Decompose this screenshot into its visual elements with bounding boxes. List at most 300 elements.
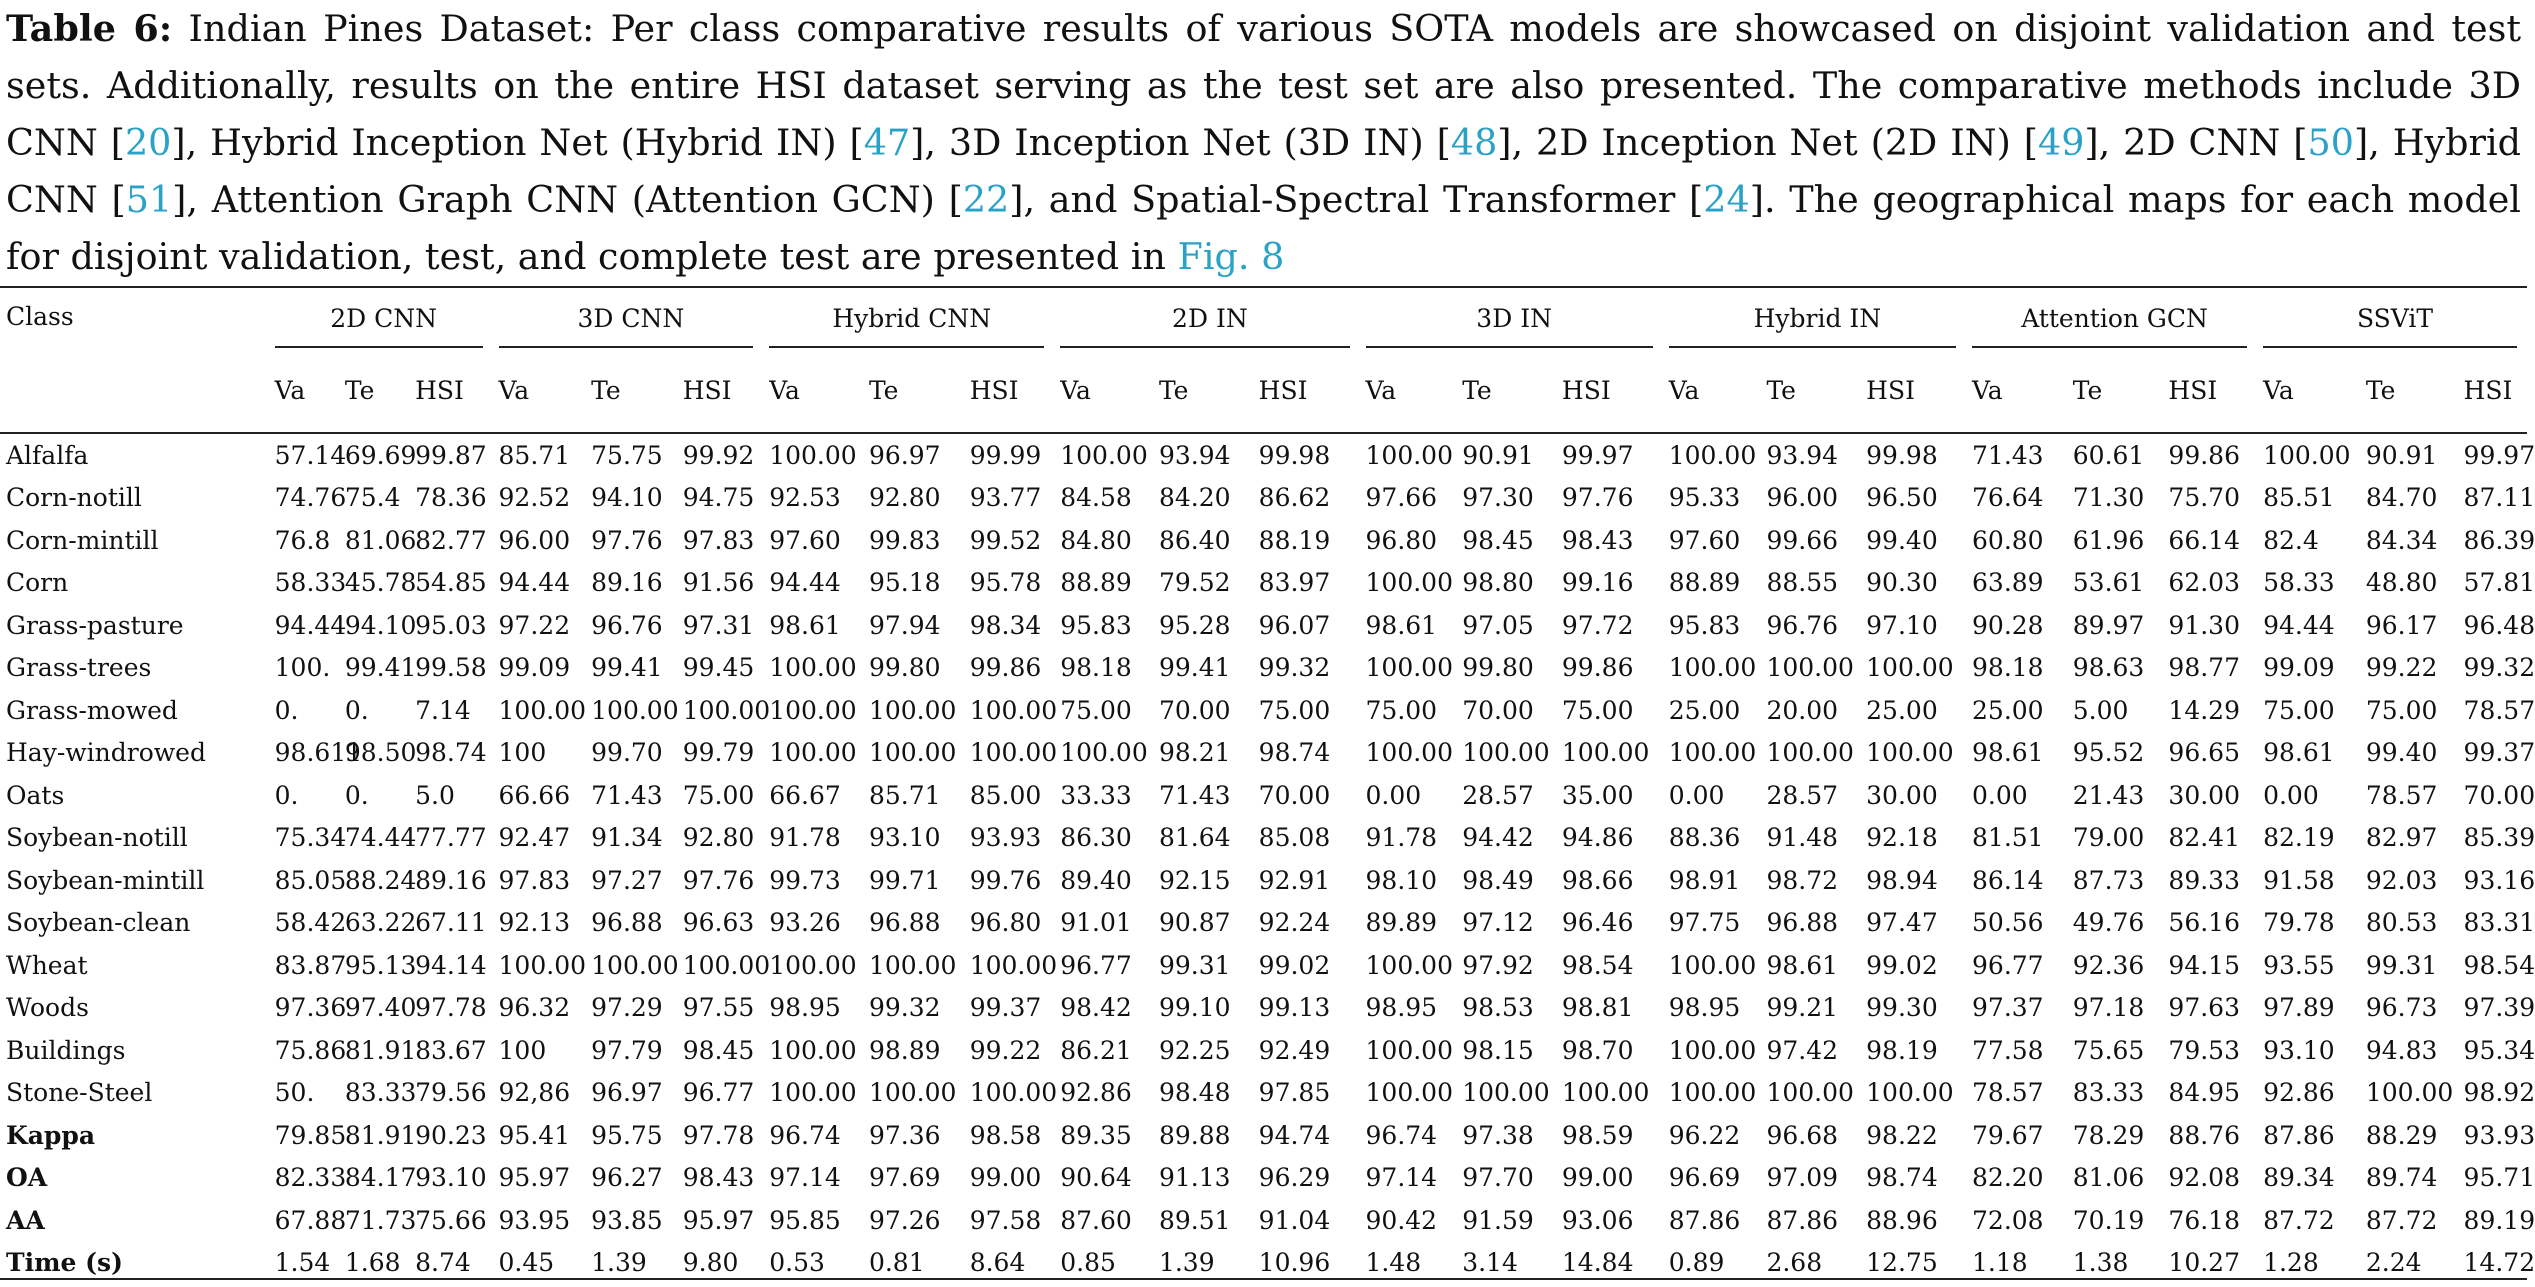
table-cell: 97.83 (498, 865, 571, 895)
table-cell: 98.54 (1561, 950, 1634, 980)
table-cell: 96.80 (969, 908, 1042, 938)
table-cell: 58.33 (2263, 568, 2335, 598)
caption-label: Table 6: (6, 7, 173, 50)
table-cell: 0.85 (1060, 1248, 1116, 1278)
table-cell: 100.00 (769, 653, 857, 683)
subcolumn-header: Te (868, 375, 899, 405)
table-cell: 25.00 (1668, 695, 1741, 725)
table-cell: 88.19 (1258, 525, 1331, 555)
table-cell: 82.20 (1972, 1163, 2044, 1193)
caption-reference-link[interactable]: 49 (2037, 121, 2085, 164)
table-cell: 97.89 (2263, 993, 2335, 1023)
model-header-label: 3D IN (1476, 303, 1552, 333)
table-cell: 98.54 (2463, 950, 2535, 980)
table-cell: 97.22 (498, 610, 571, 640)
table-cell: 95.41 (498, 1120, 571, 1150)
caption-reference-link[interactable]: 48 (1450, 121, 1498, 164)
table-cell: 100.00 (868, 1078, 957, 1108)
table-cell: 75.00 (1258, 695, 1331, 725)
table-cell: 91.34 (591, 823, 663, 853)
table-cell: 97.60 (769, 525, 841, 555)
table-cell: 89.88 (1158, 1120, 1231, 1150)
table-cell: 87.73 (2072, 865, 2145, 895)
table-cell: 85.08 (1258, 823, 1331, 853)
table-cell: 99.45 (682, 653, 755, 683)
table-cell: 100.00 (1561, 1078, 1650, 1108)
subcolumn-header: Va (1060, 375, 1091, 405)
table-cell: 84.20 (1158, 483, 1231, 513)
table-cell: 35.00 (1561, 780, 1634, 810)
table-cell: 100.00 (1766, 738, 1854, 768)
model-header (1663, 287, 1966, 348)
table-cell: 93.85 (591, 1205, 663, 1235)
caption-text: ], 2D Inception Net (2D IN) [ (1497, 121, 2038, 164)
caption-reference-link[interactable]: 51 (125, 178, 173, 221)
table-cell: 88.24 (344, 865, 417, 895)
table-cell: 50.56 (1972, 908, 2044, 938)
table-cell: 99.98 (1253, 433, 1360, 477)
subcolumn-header: HSI (1561, 375, 1611, 405)
table-cell: 100.00 (1766, 1078, 1854, 1108)
table-cell: 99.10 (1158, 993, 1231, 1023)
table-cell: 88.89 (1060, 568, 1132, 598)
table-cell: 96.77 (1060, 950, 1132, 980)
table-cell: 78.57 (2365, 780, 2438, 810)
table-cell: 45.78 (344, 568, 417, 598)
table-cell: 99.21 (1766, 993, 1839, 1023)
class-row (0, 562, 2527, 605)
table-cell: 96.74 (1365, 1120, 1438, 1150)
row-label: Kappa (6, 1120, 96, 1150)
row-label: Grass-pasture (6, 610, 184, 640)
table-cell: 98.95 (769, 993, 841, 1023)
table-cell: 89.97 (2072, 610, 2145, 640)
table-cell: 81.91 (344, 1120, 417, 1150)
table-cell: 97.55 (682, 993, 755, 1023)
table-cell: 95.97 (498, 1163, 571, 1193)
table-cell: 57.14 (269, 433, 339, 477)
caption-body (6, 7, 2521, 278)
table-cell: 100.00 (1668, 653, 1757, 683)
table-cell: 100.00 (769, 695, 857, 725)
table-cell: 95.03 (415, 610, 487, 640)
subcolumn-header: Te (2072, 375, 2103, 405)
model-header-label: 2D CNN (330, 303, 437, 333)
table-cell: 95.78 (969, 568, 1042, 598)
table-cell: 75.66 (415, 1205, 487, 1235)
table-cell: 96.69 (1668, 1163, 1741, 1193)
table-cell: 83.33 (344, 1078, 417, 1108)
model-header-rule (275, 346, 483, 348)
table-cell: 1.48 (1365, 1248, 1422, 1278)
table-cell: 100.00 (1054, 433, 1153, 477)
table-cell: 99.31 (1158, 950, 1231, 980)
table-cell: 100.00 (769, 1078, 857, 1108)
table-cell: 96.00 (498, 525, 571, 555)
table-cell: 94.44 (274, 610, 347, 640)
table-cell: 74.76 (274, 483, 347, 513)
caption-reference-link[interactable]: 50 (2307, 121, 2354, 164)
caption-reference-link[interactable]: 20 (124, 121, 172, 164)
table-cell: 97.39 (2463, 993, 2535, 1023)
table-cell: 97.36 (274, 993, 347, 1023)
caption-reference-link[interactable]: Fig. 8 (1177, 235, 1285, 278)
model-header (269, 287, 493, 348)
table-cell: 95.71 (2463, 1163, 2535, 1193)
table-cell: 83.67 (415, 1035, 487, 1065)
table-cell: 60.61 (2067, 433, 2163, 477)
table-cell: 100.00 (1766, 653, 1854, 683)
row-label: Corn (6, 568, 69, 598)
table-cell: 79.53 (2168, 1035, 2240, 1065)
table-cell: 98.70 (1561, 1035, 1634, 1065)
table-cell: 94.44 (498, 568, 571, 598)
table-cell: 97.85 (1258, 1078, 1331, 1108)
subcolumn-header: Va (769, 375, 800, 405)
table-cell: 86.14 (1972, 865, 2044, 895)
table-cell: 92.03 (2365, 865, 2438, 895)
table-cell: 0.45 (498, 1248, 555, 1278)
table-cell: 94.44 (2263, 610, 2335, 640)
table-cell: 89.51 (1158, 1205, 1231, 1235)
table-cell: 98.42 (1060, 993, 1132, 1023)
table-cell: 95.13 (344, 950, 417, 980)
table-cell: 97.76 (682, 865, 755, 895)
table-cell: 87.60 (1060, 1205, 1132, 1235)
table-cell: 63.22 (344, 908, 417, 938)
table-cell: 14.84 (1561, 1248, 1634, 1278)
table-cell: 89.16 (591, 568, 663, 598)
table-cell: 78.36 (415, 483, 487, 513)
table-cell: 91.56 (682, 568, 755, 598)
row-label: Woods (6, 993, 89, 1023)
table-cell: 98.91 (1668, 865, 1741, 895)
row-label: Oats (6, 780, 65, 810)
table-cell: 86.30 (1060, 823, 1132, 853)
table-cell: 21.43 (2072, 780, 2145, 810)
table-cell: 96.63 (682, 908, 755, 938)
table-cell: 8.74 (415, 1248, 471, 1278)
table-cell: 99.73 (769, 865, 841, 895)
caption-reference-link[interactable]: 22 (962, 178, 1010, 221)
table-cell: 97.92 (1462, 950, 1534, 980)
class-row (0, 774, 2527, 817)
row-label: Grass-trees (6, 653, 152, 683)
table-cell: 81.64 (1158, 823, 1231, 853)
table-cell: 99.41 (1158, 653, 1231, 683)
table-cell: 10.96 (1258, 1248, 1331, 1278)
table-cell: 88.89 (1668, 568, 1741, 598)
table-cell: 83.87 (274, 950, 347, 980)
table-cell: 93.10 (415, 1163, 487, 1193)
table-cell: 1.18 (1972, 1248, 2028, 1278)
table-cell: 95.33 (1668, 483, 1741, 513)
table-cell: 97.69 (868, 1163, 941, 1193)
caption-text: ], 3D Inception Net (3D IN) [ (910, 121, 1451, 164)
table-cell: 14.72 (2463, 1248, 2535, 1278)
table-cell: 75.4 (344, 483, 401, 513)
table-cell: 100.00 (1866, 1078, 1954, 1108)
table-cell: 93.94 (1153, 433, 1253, 477)
table-cell: 99.86 (2162, 433, 2257, 477)
table-cell: 5.0 (415, 780, 455, 810)
class-header: Class (0, 287, 269, 433)
table-cell: 79.78 (2263, 908, 2335, 938)
table-cell: 98.89 (868, 1035, 941, 1065)
table-cell: 93.10 (868, 823, 941, 853)
model-header-rule (1060, 346, 1349, 348)
table-cell: 99.99 (964, 433, 1055, 477)
table-cell: 92.36 (2072, 950, 2145, 980)
table-cell: 30.00 (2168, 780, 2240, 810)
table-cell: 96.76 (1766, 610, 1839, 640)
table-cell: 1.28 (2263, 1248, 2319, 1278)
table-cell: 99.66 (1766, 525, 1839, 555)
table-cell: 66.67 (769, 780, 841, 810)
table-cell: 91.01 (1060, 908, 1132, 938)
row-label: OA (6, 1163, 48, 1193)
table-cell: 94.15 (2168, 950, 2240, 980)
row-label: Soybean-notill (6, 823, 188, 853)
table-cell: 99.16 (1561, 568, 1634, 598)
row-label: Buildings (6, 1035, 126, 1065)
table-cell: 99.98 (1860, 433, 1966, 477)
table-cell: 89.19 (2463, 1205, 2535, 1235)
table-cell: 93.06 (1561, 1205, 1634, 1235)
table-cell: 98.95 (1668, 993, 1741, 1023)
table-cell: 88.55 (1766, 568, 1839, 598)
table-cell: 56.16 (2168, 908, 2240, 938)
table-cell: 1.68 (344, 1248, 401, 1278)
row-label: AA (6, 1205, 45, 1235)
subcolumn-header: Te (344, 375, 375, 405)
class-row (0, 477, 2527, 520)
table-cell: 97.30 (1462, 483, 1534, 513)
table-cell: 75.00 (1561, 695, 1634, 725)
row-label: Wheat (6, 950, 88, 980)
table-cell: 86.39 (2463, 525, 2535, 555)
caption-text: ], Attention Graph CNN (Attention GCN) [ (172, 178, 963, 221)
table-cell: 76.8 (274, 525, 331, 555)
table-cell: 97.72 (1561, 610, 1634, 640)
table-cell: 100.00 (498, 950, 587, 980)
table-cell: 99.32 (1258, 653, 1331, 683)
model-header-label: 2D IN (1172, 303, 1248, 333)
row-label: Hay-windrowed (6, 738, 206, 768)
table-cell: 71.30 (2072, 483, 2145, 513)
table-cell: 2.24 (2365, 1248, 2422, 1278)
table-cell: 92.15 (1158, 865, 1231, 895)
table-cell: 75.86 (274, 1035, 347, 1065)
caption-text: ]. The geographical maps for each model for disjoint validation, test, and complete test are presented in (6, 178, 2521, 278)
table-cell: 98.45 (682, 1035, 755, 1065)
table-cell: 98.43 (682, 1163, 755, 1193)
table-cell: 97.14 (769, 1163, 841, 1193)
table-cell: 100.00 (1365, 1078, 1453, 1108)
metric-row (0, 1199, 2527, 1242)
bottom-rule (0, 1278, 2527, 1280)
table-cell: 62.03 (2168, 568, 2240, 598)
table-cell: 33.33 (1060, 780, 1132, 810)
table-cell: 99.02 (1866, 950, 1938, 980)
table-cell: 83.33 (2072, 1078, 2145, 1108)
table-cell: 97.83 (682, 525, 755, 555)
table-cell: 71.43 (1158, 780, 1231, 810)
table-cell: 96.76 (591, 610, 663, 640)
caption-text: ], Hybrid CNN [ (6, 121, 2521, 221)
table-cell: 69.69 (339, 433, 409, 477)
table-cell: 97.38 (1462, 1120, 1534, 1150)
table-cell: 98.94 (1866, 865, 1938, 895)
table-cell: 83.31 (2463, 908, 2535, 938)
table-cell: 81.91 (344, 1035, 417, 1065)
table-cell: 97.14 (1365, 1163, 1438, 1193)
class-row (0, 859, 2527, 902)
class-row (0, 902, 2527, 945)
table-cell: 95.75 (591, 1120, 663, 1150)
table-cell: 100.00 (1462, 738, 1550, 768)
caption-text: ], 2D CNN [ (2084, 121, 2308, 164)
table-cell: 92.52 (498, 483, 571, 513)
table-cell: 82.4 (2263, 525, 2319, 555)
table-cell: 100.00 (1668, 1035, 1757, 1065)
table-cell: 100.00 (969, 695, 1058, 725)
table-cell: 99.09 (2263, 653, 2335, 683)
table-cell: 100.00 (868, 950, 957, 980)
model-header (1360, 287, 1663, 348)
table-cell: 96.88 (868, 908, 941, 938)
table-cell: 100 (498, 738, 547, 768)
table-cell: 97.26 (868, 1205, 941, 1235)
table-cell: 95.28 (1158, 610, 1231, 640)
table-cell: 100.00 (1866, 653, 1954, 683)
model-header (1966, 287, 2257, 348)
class-row (0, 647, 2527, 690)
table-cell: 99.32 (2463, 653, 2535, 683)
table-cell: 98.50 (344, 738, 417, 768)
table-cell: 98.18 (1972, 653, 2044, 683)
subcolumn-header: HSI (682, 375, 732, 405)
model-header-row (0, 287, 2527, 348)
table-cell: 96.50 (1866, 483, 1938, 513)
table-cell: 100.00 (591, 950, 679, 980)
table-cell: 98.72 (1766, 865, 1839, 895)
table-cell: 57.81 (2463, 568, 2535, 598)
table-cell: 98.61 (1972, 738, 2044, 768)
table-cell: 87.86 (1668, 1205, 1741, 1235)
table-cell: 5.00 (2072, 695, 2129, 725)
table-cell: 88.29 (2365, 1120, 2438, 1150)
class-row (0, 1029, 2527, 1072)
table-cell: 28.57 (1766, 780, 1839, 810)
subcolumn-header: Va (1668, 375, 1700, 405)
table-cell: 90.30 (1866, 568, 1938, 598)
table-cell: 70.00 (1158, 695, 1231, 725)
table-cell: 91.48 (1766, 823, 1839, 853)
table-cell: 100.00 (1462, 1078, 1550, 1108)
table-cell: 93.95 (498, 1205, 571, 1235)
table-cell: 70.00 (2463, 780, 2535, 810)
table-cell: 61.96 (2072, 525, 2145, 555)
caption-reference-link[interactable]: 24 (1703, 178, 1750, 221)
table-cell: 66.66 (498, 780, 571, 810)
table-cell: 93.93 (2463, 1120, 2535, 1150)
model-header-rule (1366, 346, 1653, 348)
table-cell: 89.74 (2365, 1163, 2438, 1193)
table-cell: 98.34 (969, 610, 1042, 640)
table-caption (6, 0, 2521, 285)
table-cell: 86.40 (1158, 525, 1231, 555)
table-cell: 90.91 (2360, 433, 2458, 477)
table-cell: 91.13 (1158, 1163, 1231, 1193)
table-cell: 83.97 (1258, 568, 1331, 598)
table-cell: 20.00 (1766, 695, 1839, 725)
table-cell: 98.21 (1158, 738, 1231, 768)
metric-row (0, 1114, 2527, 1157)
table-cell: 0.53 (769, 1248, 825, 1278)
table-cell: 94.10 (344, 610, 417, 640)
table-cell: 99.02 (1258, 950, 1331, 980)
table-cell: 92.80 (682, 823, 755, 853)
subcolumn-header: Va (1972, 375, 2003, 405)
table-cell: 98.61 (1365, 610, 1438, 640)
table-cell: 97.58 (969, 1205, 1042, 1235)
table-cell: 48.80 (2365, 568, 2438, 598)
table-cell: 89.89 (1365, 908, 1438, 938)
table-cell: 97.75 (1668, 908, 1741, 938)
table-cell: 77.77 (415, 823, 487, 853)
table-cell: 1.38 (2072, 1248, 2129, 1278)
subcolumn-header: Te (2365, 375, 2396, 405)
table-cell: 96.22 (1668, 1120, 1741, 1150)
table-cell: 94.83 (2365, 1035, 2438, 1065)
table-cell: 84.34 (2365, 525, 2438, 555)
subcolumn-header: Te (591, 375, 621, 405)
table-cell: 99.00 (969, 1163, 1042, 1193)
table-cell: 98.61 (769, 610, 841, 640)
table-cell: 84.95 (2168, 1078, 2240, 1108)
table-cell: 100.00 (2257, 433, 2360, 477)
table-cell: 58.42 (274, 908, 347, 938)
table-cell: 96.32 (498, 993, 571, 1023)
table-cell: 99.40 (1866, 525, 1938, 555)
table-cell: 85.39 (2463, 823, 2535, 853)
table-cell: 99.22 (2365, 653, 2438, 683)
table-cell: 94.86 (1561, 823, 1634, 853)
table-cell: 97.12 (1462, 908, 1534, 938)
table-cell: 100.00 (1668, 738, 1757, 768)
subcolumn-header: HSI (1258, 375, 1308, 405)
table-cell: 88.76 (2168, 1120, 2240, 1150)
table-cell: 87.86 (1766, 1205, 1839, 1235)
table-cell: 0. (274, 695, 299, 725)
table-cell: 0.00 (1972, 780, 2028, 810)
table-cell: 100.00 (591, 695, 679, 725)
table-cell: 99.00 (1561, 1163, 1634, 1193)
table-cell: 99.32 (868, 993, 941, 1023)
table-cell: 3.14 (1462, 1248, 1518, 1278)
model-header (2257, 287, 2527, 348)
table-cell: 92.25 (1158, 1035, 1231, 1065)
table-cell: 100.00 (1365, 568, 1453, 598)
table-cell: 100.00 (769, 950, 857, 980)
table-cell: 82.19 (2263, 823, 2335, 853)
table-cell: 92.86 (1060, 1078, 1132, 1108)
table-cell: 97.36 (868, 1120, 941, 1150)
table-cell: 97.78 (415, 993, 487, 1023)
table-cell: 96.65 (2168, 738, 2240, 768)
caption-reference-link[interactable]: 47 (863, 121, 911, 164)
